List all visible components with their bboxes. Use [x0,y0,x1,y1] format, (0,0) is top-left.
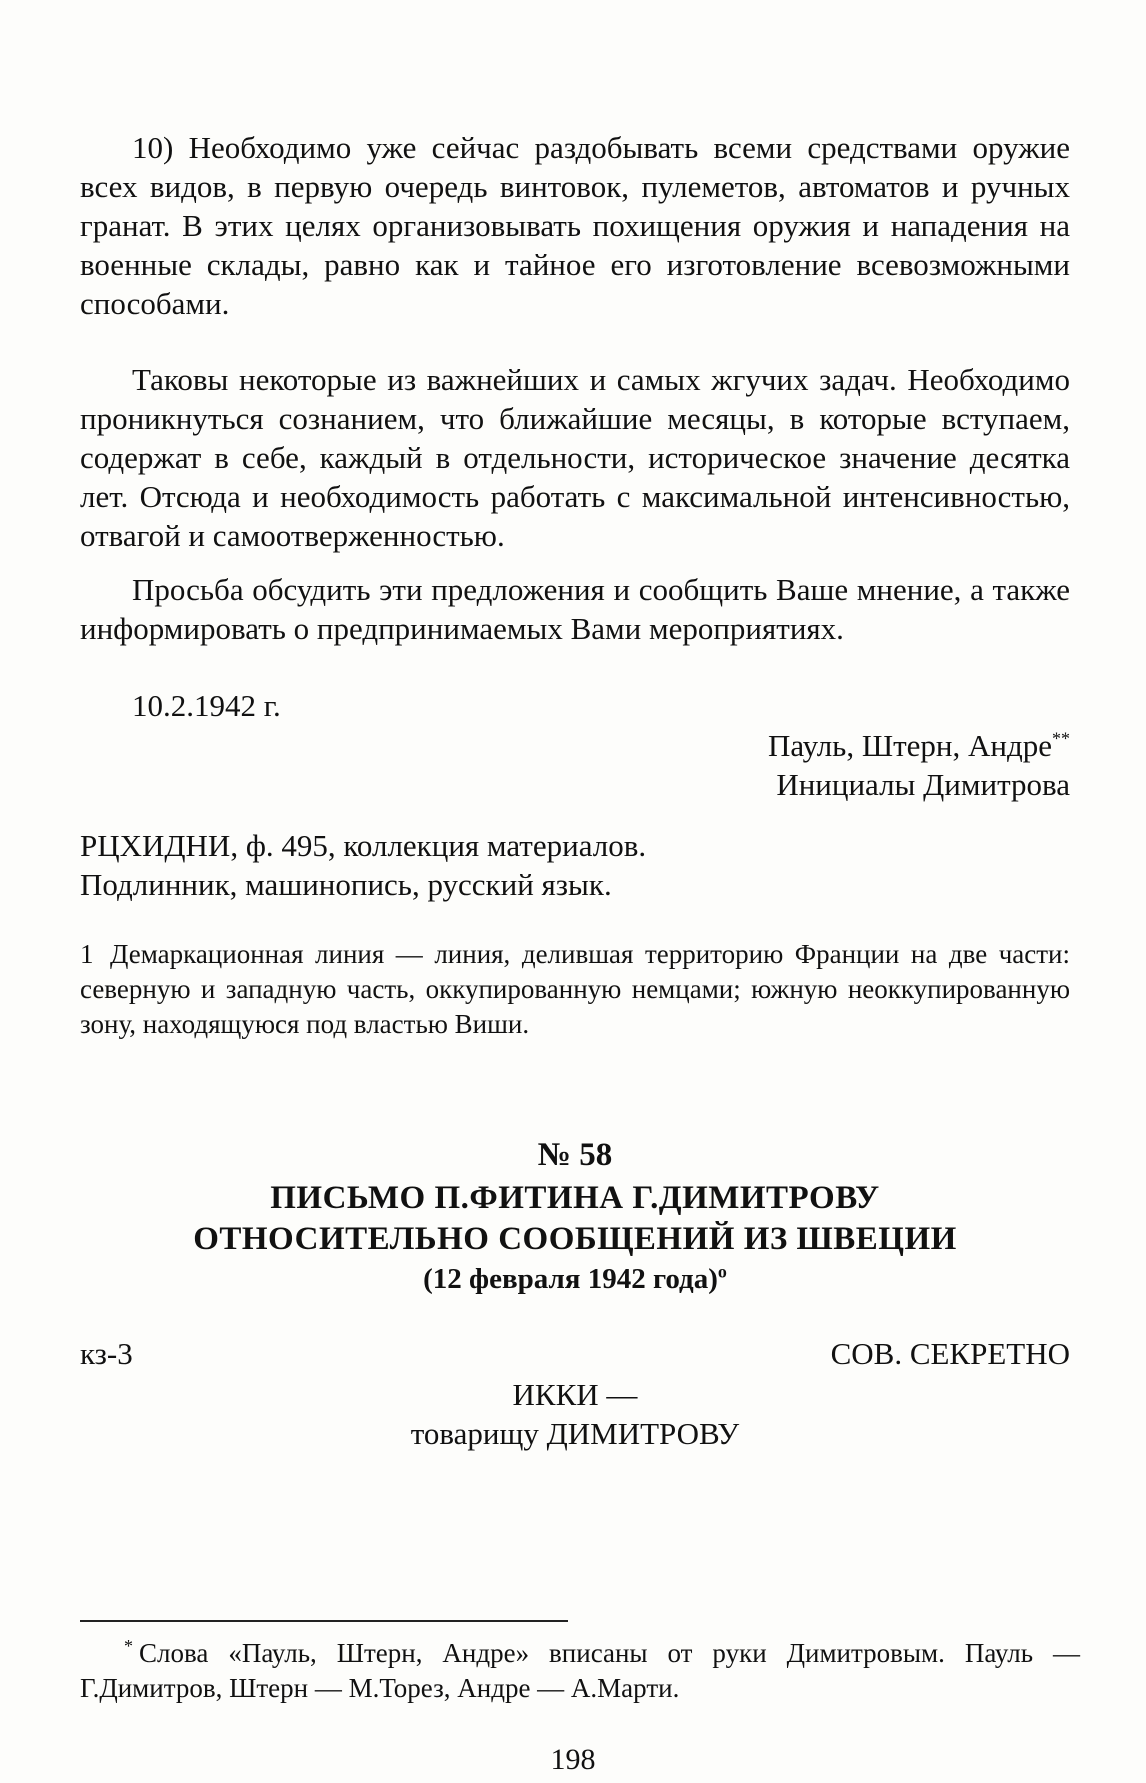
signature-footnote-mark: ** [1052,728,1070,749]
addressee-name: товарищу ДИМИТРОВУ [410,1416,740,1451]
secrecy-stamp: СОВ. СЕКРЕТНО [830,1336,1070,1371]
footnote-1 [80,937,1070,1042]
signature-initials: Инициалы Димитрова [776,767,1070,802]
footnote-divider [80,1620,568,1622]
footnote-signature-text: Слова «Пауль, Штерн, Андре» вписаны от руки Димитровым. Пауль — Г.Димитров, Штерн — М.Торез, Андре — А.Марти. [80,1638,1080,1703]
document-date-mark: о [717,1261,727,1282]
document-number: № 58 [537,1137,613,1173]
source-description: Подлинник, машинопись, русский язык. [80,867,612,902]
document-title-line2: ОТНОСИТЕЛЬНО СООБЩЕНИЙ ИЗ ШВЕЦИИ [193,1221,957,1257]
paragraph-tasks: Таковы некоторые из важнейших и самых жгучих задач. Необходимо проникнуться сознанием, что ближайшие месяцы, в которые вступаем, содержат в себе, каждый в отдельности, историческое значение десятка лет. Отсюда и необходимость работать с максимальной интенсивностью, отвагой и самоотверженностью. [80,362,1070,553]
footnote-signature-mark: * [124,1636,133,1656]
document-date-text: (12 февраля 1942 года) [423,1263,718,1295]
letter-date: 10.2.1942 г. [132,688,281,723]
footnote-1-text: Демаркационная линия — линия, делившая территорию Франции на две части: северную и западную часть, оккупированную немцами; южную неоккупированную зону, находящуюся под властью Виши. [80,939,1070,1039]
document-code: кз-3 [80,1336,133,1371]
page-number: 198 [550,1743,596,1776]
paragraph-item-10: 10) Необходимо уже сейчас раздобывать всеми средствами оружие всех видов, в первую очередь винтовок, пулеметов, автоматов и ручных гранат. В этих целях организовывать похищения оружия и нападения на военные склады, равно как и тайное его изготовление всевозможными способами. [80,130,1070,321]
addressee-org: ИККИ — [512,1377,638,1412]
signature-names [768,726,1070,765]
document-title-line1: ПИСЬМО П.ФИТИНА Г.ДИМИТРОВУ [270,1180,880,1216]
footnote-signature [80,1636,1080,1706]
source-archive: РЦХИДНИ, ф. 495, коллекция материалов. [80,828,647,863]
footnote-1-number: 1 [80,939,94,969]
signature-names-text: Пауль, Штерн, Андре [768,728,1052,763]
paragraph-request: Просьба обсудить эти предложения и сообщить Ваше мнение, а также информировать о предпринимаемых Вами мероприятиях. [80,572,1070,646]
document-date [80,1261,1070,1297]
